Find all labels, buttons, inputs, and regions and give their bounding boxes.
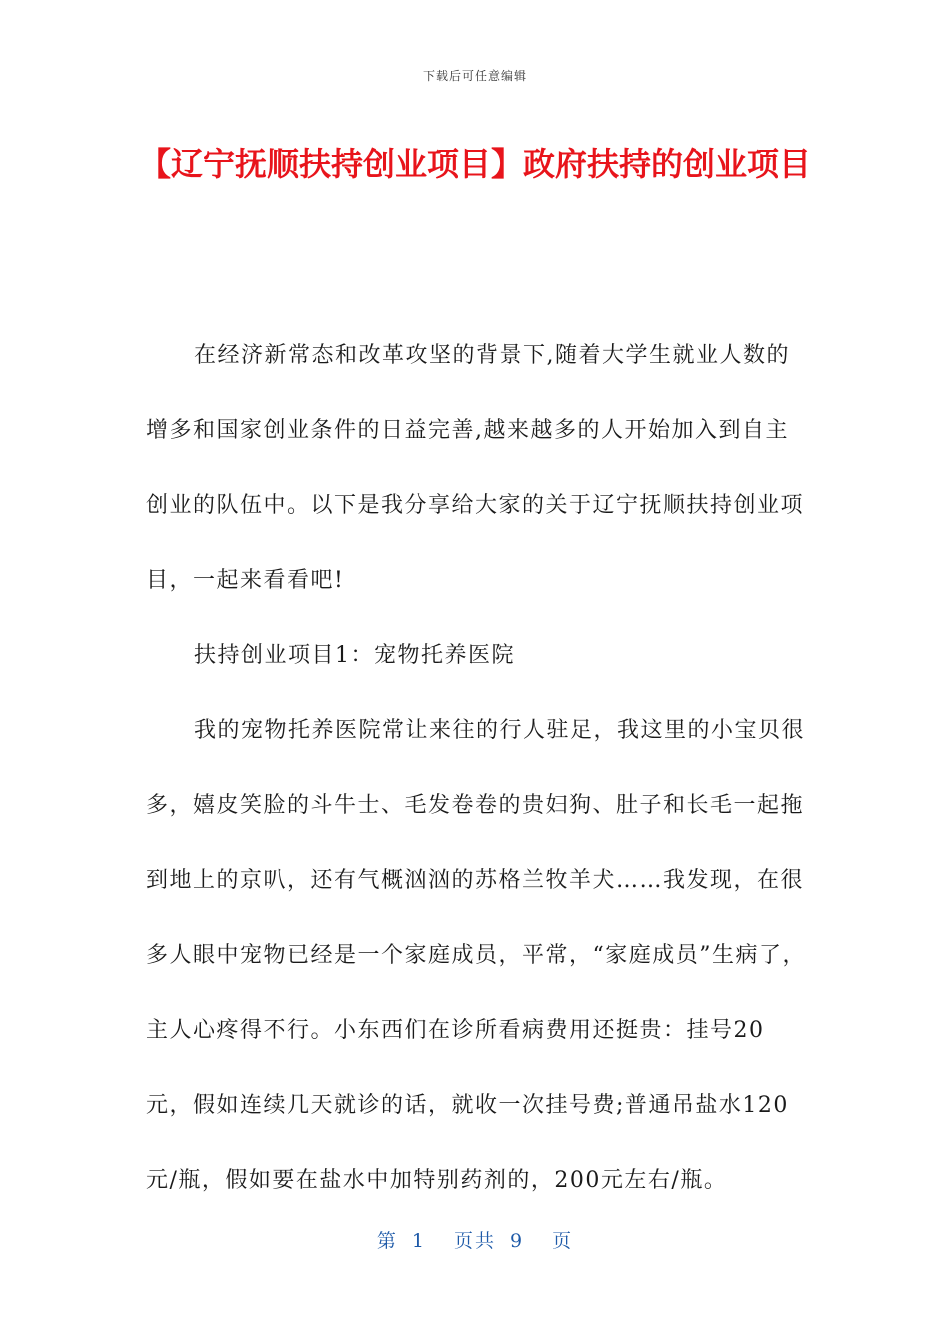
document-title: 【辽宁抚顺扶持创业项目】政府扶持的创业项目 <box>138 145 811 183</box>
paragraph-intro: 在经济新常态和改革攻坚的背景下,随着大学生就业人数的增多和国家创业条件的日益完善,越来越多的人开始加入到自主创业的队伍中。以下是我分享给大家的关于辽宁抚顺扶持创业项目，一起来看看吧! <box>146 343 805 593</box>
document-body <box>146 318 806 1218</box>
paragraph-project-description: 我的宠物托养医院常让来往的行人驻足，我这里的小宝贝很多，嬉皮笑脸的斗牛士、毛发卷卷的贵妇狗、肚子和长毛一起拖到地上的京叭，还有气概汹汹的苏格兰牧羊犬……我发现，在很多人眼中宠物已经是一个家庭成员，平常，“家庭成员”生病了，主人心疼得不行。小东西们在诊所看病费用还挺贵：挂号20元，假如连续几天就诊的话，就收一次挂号费;普通吊盐水120元/瓶，假如要在盐水中加特别药剂的，200元左右/瓶。 <box>146 718 806 1193</box>
page-number-footer <box>0 1226 950 1253</box>
page-middle: 页共 <box>453 1230 496 1252</box>
page-current: 1 <box>411 1230 426 1252</box>
page-prefix: 第 <box>376 1230 398 1252</box>
page-total: 9 <box>510 1230 525 1252</box>
paragraph-project-heading: 扶持创业项目1：宠物托养医院 <box>194 643 515 668</box>
header-note: 下载后可任意编辑 <box>422 69 527 83</box>
page-suffix: 页 <box>552 1230 574 1252</box>
